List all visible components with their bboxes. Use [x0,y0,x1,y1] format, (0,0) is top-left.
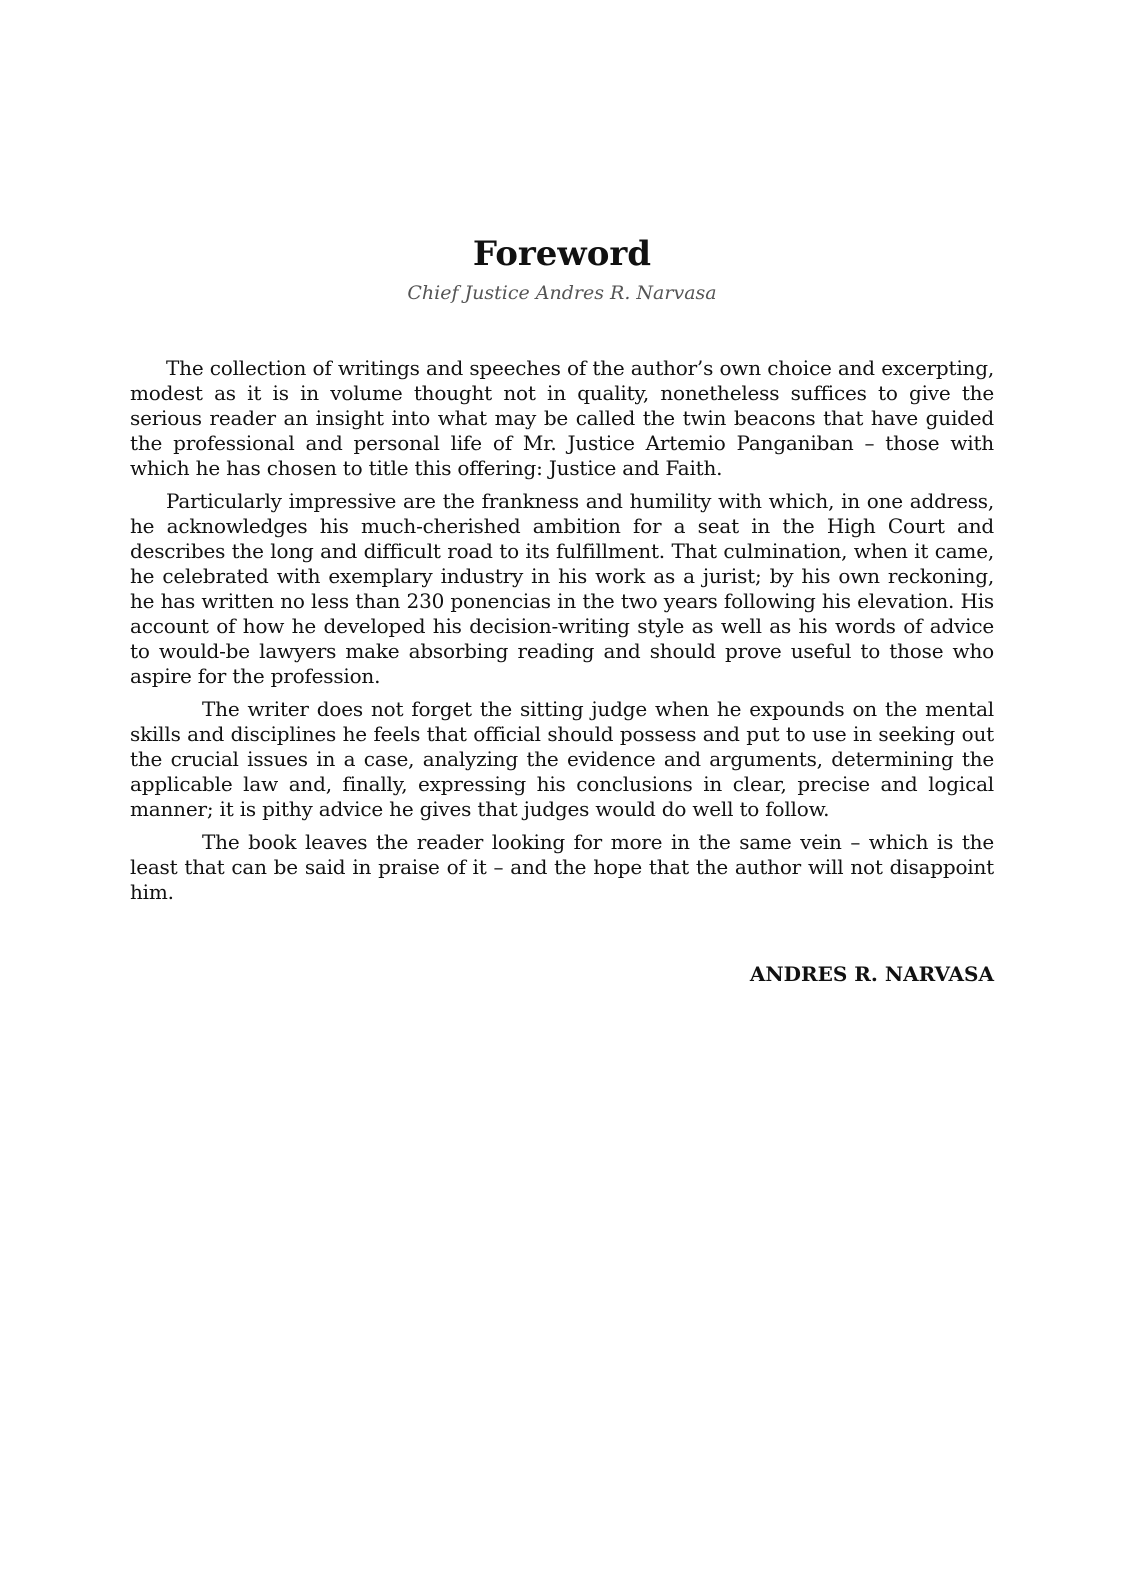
signature: ANDRES R. NARVASA [749,962,994,986]
page-title: Foreword [472,234,652,274]
foreword-body [130,356,994,905]
paragraph-2: Particularly impressive are the frankness and humility with which, in one address, he acknowledges his much-cherished ambition for a seat in the High Court and describes the long and difficult road to its fulfillment. That culmination, when it came, he celebrated with exemplary industry in his work as a jurist; by his own reckoning, he has written no less than 230 ponencias in the two years following his elevation. His account of how he developed his decision-writing style as well as his words of advice to would-be lawyers make absorbing reading and should prove useful to those who aspire for the profession. [130,489,994,688]
foreword-content [130,232,994,987]
paragraph-3: The writer does not forget the sitting judge when he expounds on the mental skills and disciplines he feels that official should possess and put to use in seeking out the crucial issues in a case, analyzing the evidence and arguments, determining the applicable law and, finally, expressing his conclusions in clear, precise and logical manner; it is pithy advice he gives that judges would do well to follow. [130,697,994,821]
paragraph-4: The book leaves the reader looking for more in the same vein – which is the least that can be said in praise of it – and the hope that the author will not disappoint him. [130,830,994,904]
author-subtitle: Chief Justice Andres R. Narvasa [407,282,717,304]
paragraph-1: The collection of writings and speeches of the author’s own choice and excerpting, modest as it is in volume thought not in quality, nonetheless suffices to give the serious reader an insight into what may be called the twin beacons that have guided the professional and personal life of Mr. Justice Artemio Panganiban – those with which he has chosen to title this offering: Justice and Faith. [130,356,994,480]
